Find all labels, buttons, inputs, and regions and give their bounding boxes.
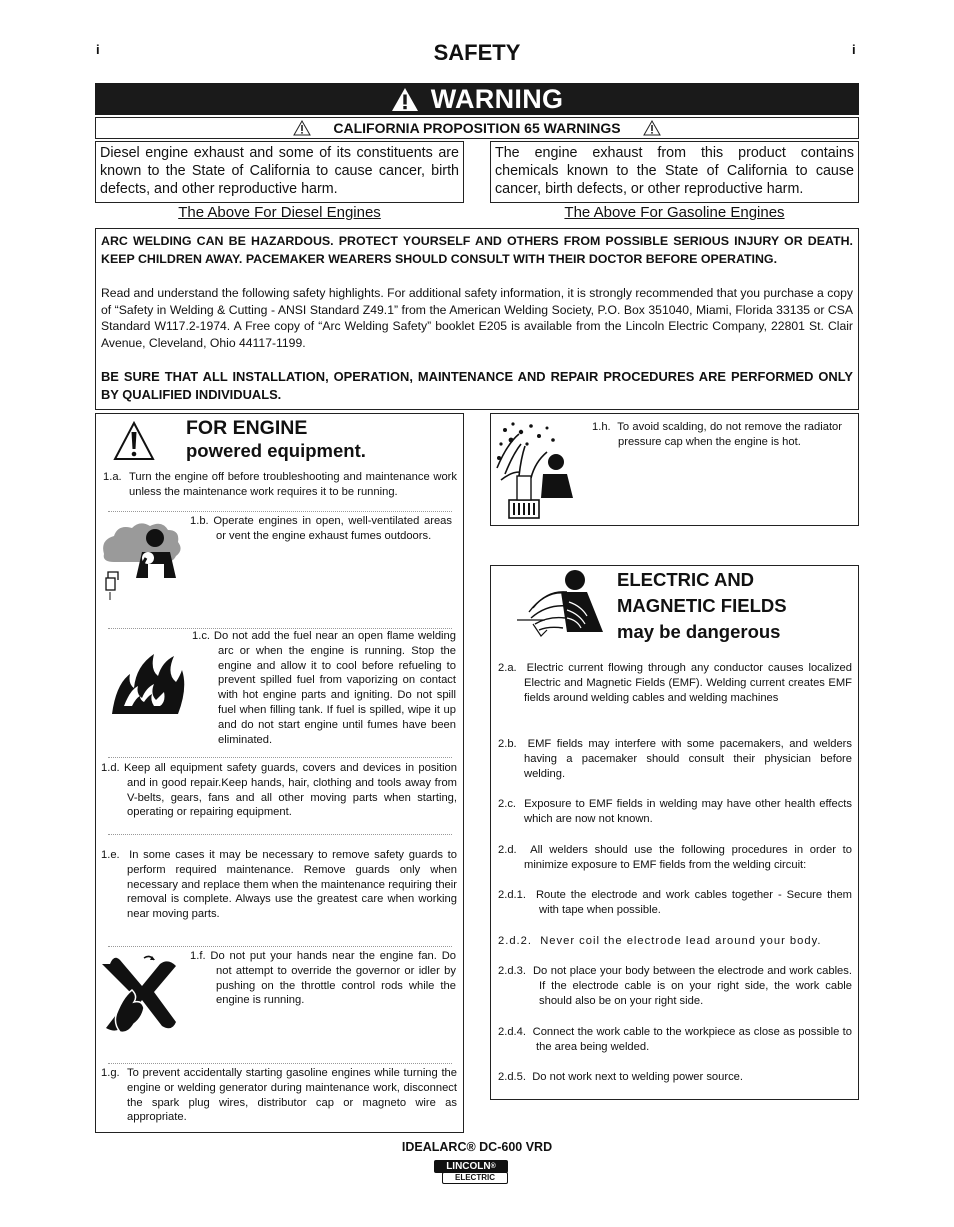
engine-item-1c: 1.c. Do not add the fuel near an open flame welding arc or when the engine is running. Stop the engine and allow it to cool before refueling to prevent spilled fuel from vaporizing on contact with hot engine parts and igniting. Do not spill fuel when filling tank. If fuel is spilled, wipe it up and do not start engine until fumes have been eliminated.	[192, 630, 456, 746]
gasoline-warning-text: The engine exhaust from this product contains chemicals known to the State of California to cause cancer, birth defects, or other reproductive harm.	[490, 141, 859, 203]
emf-item-2c: 2.c. Exposure to EMF fields in welding may have other health effects which are now not known.	[498, 798, 852, 825]
diesel-warning-text: Diesel engine exhaust and some of its constituents are known to the State of California to cause cancer, birth defects, and other reproductive harm.	[95, 141, 464, 203]
emf-heading-line2: MAGNETIC FIELDS	[617, 595, 787, 616]
diesel-caption: The Above For Diesel Engines	[178, 204, 381, 221]
emf-item-2a: 2.a. Electric current flowing through any conductor causes localized Electric and Magnetic Fields (EMF). Welding current creates EMF fields around welding cables and welding machines	[498, 662, 852, 704]
divider	[108, 946, 452, 947]
prop65-title-bar	[95, 117, 859, 139]
warning-triangle-icon	[293, 120, 311, 136]
engine-item-1h: 1.h. To avoid scalding, do not remove the radiator pressure cap when the engine is hot.	[592, 421, 842, 448]
engine-item-1e: 1.e. In some cases it may be necessary to remove safety guards to perform required maintenance. Remove guards only when necessary and replace them when the maintenance requiring their removal is complete. Always use the greatest care when working near moving parts.	[101, 849, 457, 921]
emf-heading-line3: may be dangerous	[617, 621, 781, 642]
emf-item-2d3: 2.d.3. Do not place your body between the electrode and work cables. If the electrode cable is on your right side, the work cable should also be on your right side.	[498, 965, 852, 1007]
page-number-left: i	[96, 42, 100, 57]
engine-item-1f: 1.f. Do not put your hands near the engine fan. Do not attempt to override the governor or idler by pushing on the throttle control rods while the engine is running.	[190, 950, 456, 1007]
divider	[108, 1063, 452, 1064]
logo-line1: LINCOLN	[446, 1161, 491, 1172]
prop65-title: CALIFORNIA PROPOSITION 65 WARNINGS	[333, 120, 621, 136]
warning-triangle-icon	[643, 120, 661, 136]
divider	[108, 757, 452, 758]
qualified-personnel-statement: BE SURE THAT ALL INSTALLATION, OPERATION, MAINTENANCE AND REPAIR PROCEDURES ARE PERFORMED ONLY BY QUALIFIED INDIVIDUALS.	[101, 369, 853, 402]
lincoln-electric-logo	[434, 1160, 510, 1186]
logo-line2: ELECTRIC	[442, 1172, 508, 1184]
emf-safety-section	[490, 565, 859, 1100]
emf-heading-line1: ELECTRIC AND	[617, 569, 755, 590]
hand-fan-icon	[100, 952, 178, 1044]
divider	[108, 511, 452, 512]
exhaust-fumes-icon	[98, 518, 184, 600]
radiator-steam-icon	[491, 418, 579, 522]
arc-hazard-statement: ARC WELDING CAN BE HAZARDOUS. PROTECT YOURSELF AND OTHERS FROM POSSIBLE SERIOUS INJURY OR DEATH. KEEP CHILDREN AWAY. PACEMAKER WEARERS SHOULD CONSULT WITH THEIR DOCTOR BEFORE OPERATING.	[101, 234, 853, 266]
model-name: IDEALARC® DC-600 VRD	[401, 1140, 553, 1154]
emf-welder-icon	[515, 568, 607, 644]
divider	[108, 834, 452, 835]
gasoline-caption: The Above For Gasoline Engines	[564, 204, 785, 221]
exclamation-triangle-icon	[113, 421, 155, 461]
engine-safety-section	[95, 413, 464, 1133]
fire-flame-icon	[110, 642, 186, 716]
arc-welding-notice	[95, 228, 859, 410]
emf-item-2d5: 2.d.5. Do not work next to welding power source.	[498, 1071, 744, 1083]
warning-label: WARNING	[430, 83, 564, 114]
safety-reading-paragraph: Read and understand the following safety highlights. For additional safety information, it is strongly recommended that you purchase a copy of “Safety in Welding & Cutting - ANSI Standard Z49.1” from the American Welding Society, P.O. Box 351040, Miami, Florida 33135 or CSA Standard W117.2-1974. A Free copy of “Arc Welding Safety” booklet E205 is available from the Lincoln Electric Company, 22801 St. Clair Avenue, Cleveland, Ohio 44117-1199.	[101, 286, 853, 350]
emf-item-2d4: 2.d.4. Connect the work cable to the workpiece as close as possible to the area being welded.	[498, 1026, 852, 1053]
page-number-right: i	[852, 42, 856, 57]
engine-item-1d: 1.d. Keep all equipment safety guards, covers and devices in position and in good repair.Keep hands, hair, clothing and tools away from V-belts, gears, fans and all other moving parts when starting, operating or repairing equipment.	[101, 762, 457, 819]
page-title: SAFETY	[433, 40, 521, 65]
emf-item-2d: 2.d. All welders should use the following procedures in order to minimize exposure to EMF fields from the welding circuit:	[498, 844, 852, 871]
engine-item-1b: 1.b. Operate engines in open, well-ventilated areas or vent the engine exhaust fumes outdoors.	[190, 515, 452, 542]
emf-item-2d1: 2.d.1. Route the electrode and work cables together - Secure them with tape when possible.	[498, 889, 852, 916]
engine-heading-line2: powered equipment.	[186, 440, 366, 461]
radiator-scalding-section	[490, 413, 859, 526]
emf-item-2d2: 2.d.2. Never coil the electrode lead around your body.	[498, 935, 822, 947]
warning-banner	[95, 83, 859, 115]
logo-registered: ®	[490, 1163, 496, 1170]
emf-item-2b: 2.b. EMF fields may interfere with some pacemakers, and welders having a pacemaker should consult their physician before welding.	[498, 738, 852, 780]
engine-item-1a: 1.a. Turn the engine off before troubleshooting and maintenance work unless the maintenance work requires it to be running.	[103, 471, 457, 498]
engine-heading-line1: FOR ENGINE	[186, 417, 308, 439]
engine-item-1g: 1.g. To prevent accidentally starting gasoline engines while turning the engine or welding generator during maintenance work, disconnect the spark plug wires, distributor cap or magneto wire as appropriate.	[101, 1067, 457, 1124]
warning-triangle-icon	[391, 87, 419, 112]
